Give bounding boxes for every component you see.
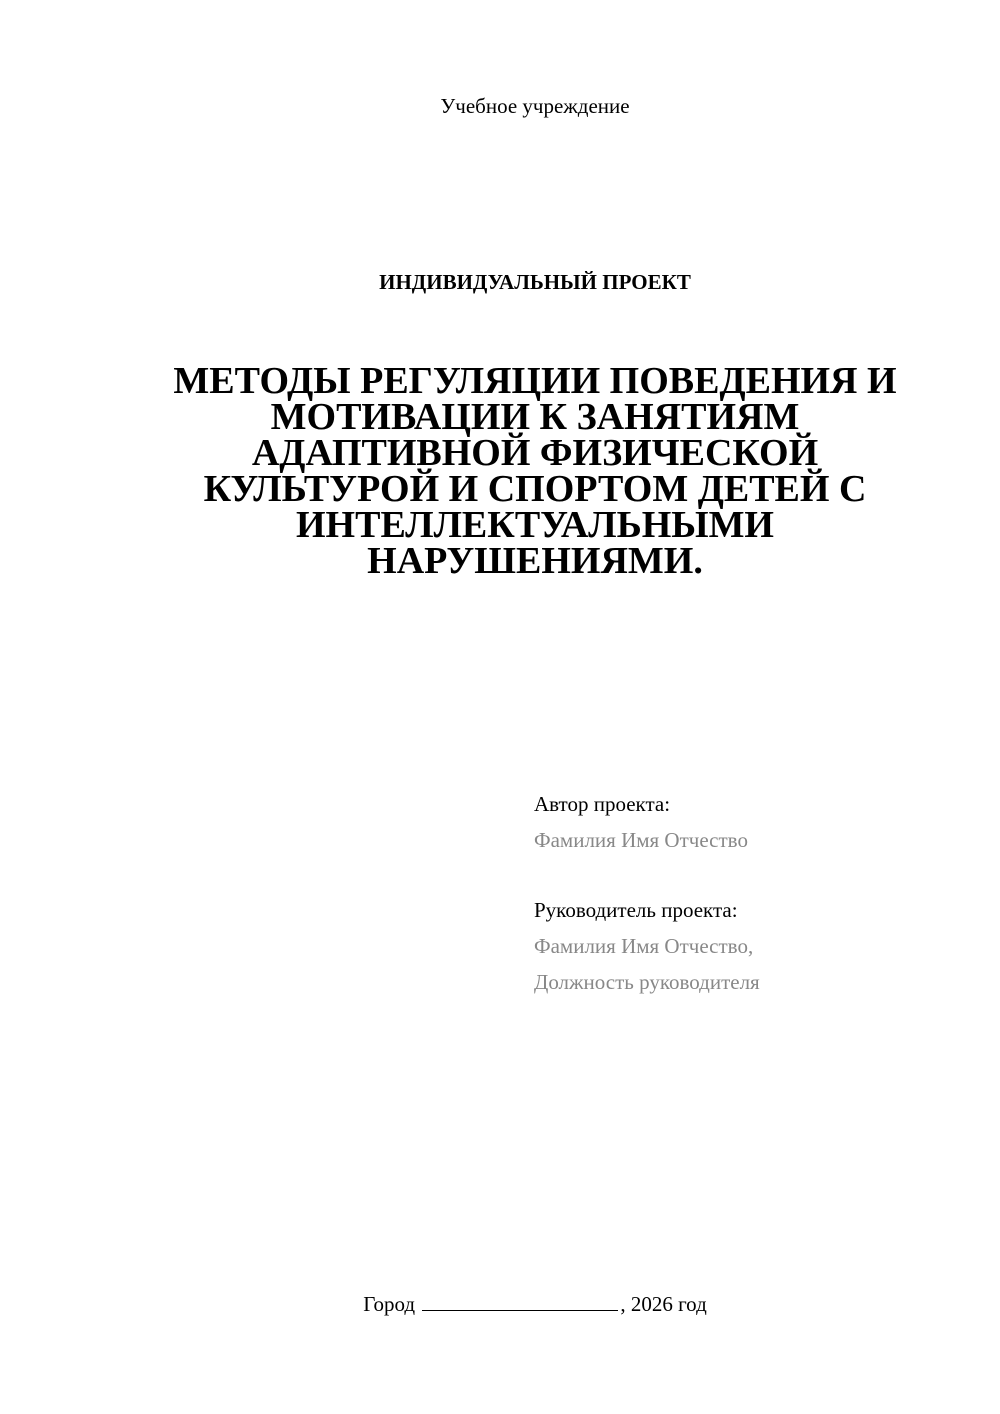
- supervisor-position: Должность руководителя: [534, 970, 760, 994]
- city-blank-line: [422, 1291, 618, 1311]
- supervisor-label: Руководитель проекта:: [534, 898, 738, 922]
- project-title-line: НАРУШЕНИЯМИ.: [367, 540, 703, 582]
- city-year-line: [0, 1290, 1000, 1318]
- project-title-line: МЕТОДЫ РЕГУЛЯЦИИ ПОВЕДЕНИЯ И: [173, 360, 897, 402]
- credits-block: [534, 786, 974, 1000]
- project-title-line: КУЛЬТУРОЙ И СПОРТОМ ДЕТЕЙ С: [203, 468, 867, 510]
- project-title-line: МОТИВАЦИИ К ЗАНЯТИЯМ: [270, 396, 800, 438]
- project-type-heading: ИНДИВИДУАЛЬНЫЙ ПРОЕКТ: [379, 270, 691, 294]
- project-title: [150, 360, 920, 582]
- author-label: Автор проекта:: [534, 792, 671, 816]
- institution-name: Учебное учреждение: [440, 94, 630, 118]
- year-text: , 2026 год: [620, 1292, 707, 1316]
- city-label: Город: [363, 1292, 416, 1316]
- supervisor-name: Фамилия Имя Отчество,: [534, 934, 754, 958]
- credits-spacer: [534, 858, 974, 892]
- author-name: Фамилия Имя Отчество: [534, 828, 748, 852]
- project-title-line: ИНТЕЛЛЕКТУАЛЬНЫМИ: [296, 504, 774, 546]
- project-title-line: АДАПТИВНОЙ ФИЗИЧЕСКОЙ: [251, 432, 819, 474]
